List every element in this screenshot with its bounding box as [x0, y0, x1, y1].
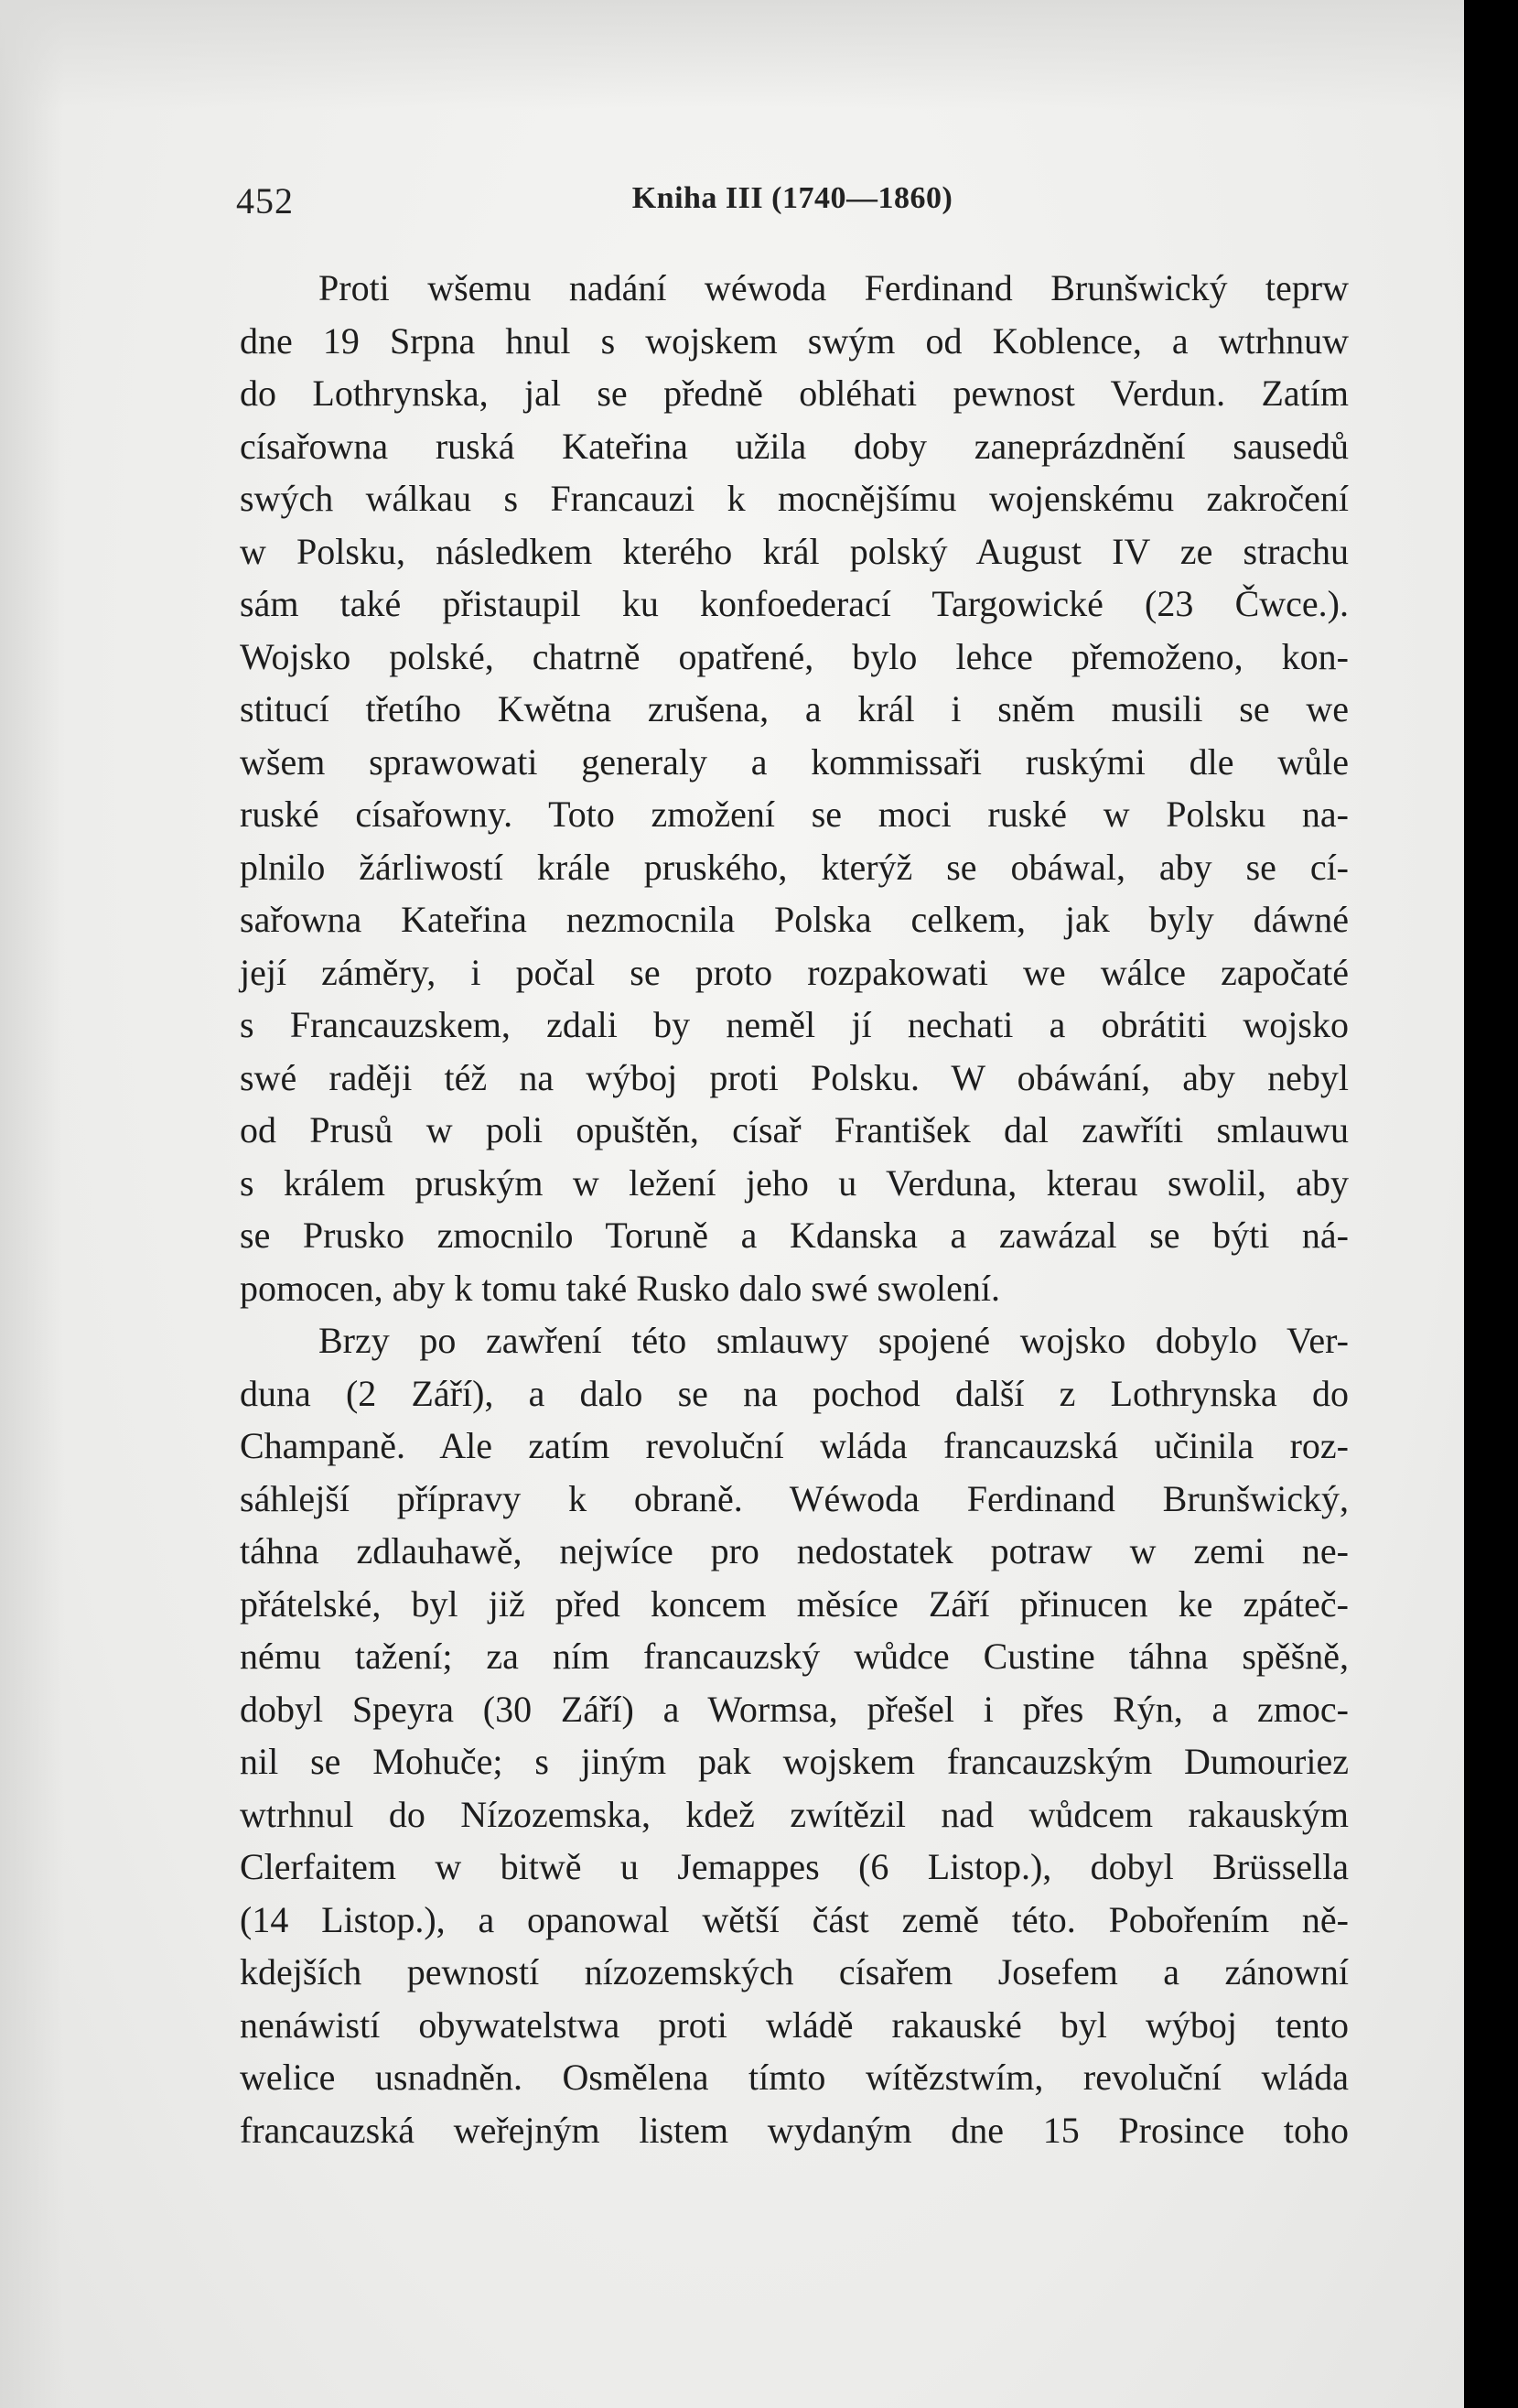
- text-line: ruské císařowny. Toto zmožení se moci ruské w Polsku na-: [240, 794, 1349, 835]
- text-line: welice usnadněn. Osmělena tímto wítězstwím, revoluční wláda: [240, 2057, 1349, 2098]
- text-line: dne 19 Srpna hnul s wojskem swým od Koblence, a wtrhnuw: [240, 319, 1349, 362]
- text-line: francauzská weřejným listem wydaným dne 15 Prosince toho: [240, 2109, 1349, 2151]
- text-line: stitucí třetího Kwětna zrušena, a král i sněm musili se we: [240, 688, 1349, 729]
- page-top-shadow: [0, 0, 1464, 110]
- text-line: táhna zdlauhawě, nejwíce pro nedostatek potraw w zemi ne-: [240, 1530, 1349, 1571]
- text-line: sařowna Kateřina nezmocnila Polska celkem, jak byly dáwné: [240, 899, 1349, 940]
- text-line: w Polsku, následkem kterého král polský August IV ze strachu: [240, 530, 1349, 572]
- text-line: její záměry, i počal se proto rozpakowati we wálce započaté: [240, 951, 1349, 993]
- paragraph-2: [240, 1314, 1349, 2156]
- page-number: 452: [236, 180, 294, 221]
- text-line: nému tažení; za ním francauzský wůdce Custine táhna spěšně,: [240, 1636, 1349, 1677]
- text-line: swé raději též na wýboj proti Polsku. W obáwání, aby nebyl: [240, 1056, 1349, 1098]
- text-line: wtrhnul do Nízozemska, kdež zwítězil nad wůdcem rakauským: [240, 1793, 1349, 1835]
- text-line: se Prusko zmocnilo Toruně a Kdanska a zawázal se býti ná-: [240, 1215, 1349, 1256]
- text-line: Brzy po zawření této smlauwy spojené wojsko dobylo Ver-: [318, 1320, 1349, 1361]
- text-line: (14 Listop.), a opanowal wětší část země této. Pobořením ně-: [240, 1898, 1349, 1940]
- running-title: Kniha III (1740—1860): [631, 181, 953, 215]
- text-line: od Prusů w poli opuštěn, císař František dal zawříti smlauwu: [240, 1109, 1349, 1150]
- text-line: sáhlejší přípravy k obraně. Wéwoda Ferdinand Brunšwický,: [240, 1477, 1349, 1519]
- body-text: [240, 262, 1349, 2156]
- text-line: Champaně. Ale zatím revoluční wláda francauzská učinila roz-: [240, 1425, 1349, 1466]
- page-header: [236, 179, 1349, 225]
- text-line: duna (2 Září), a dalo se na pochod další z Lothrynska do: [240, 1372, 1349, 1414]
- text-line: do Lothrynska, jal se předně obléhati pewnost Verdun. Zatím: [240, 373, 1349, 414]
- page-edge-shadow: [0, 0, 64, 2408]
- text-line: pomocen, aby k tomu také Rusko dalo swé swolení.: [240, 1267, 1000, 1309]
- text-line: nenáwistí obywatelstwa proti wládě rakauské byl wýboj tento: [240, 2003, 1349, 2046]
- text-line: kdejších pewností nízozemských císařem Josefem a zánowní: [240, 1951, 1349, 1992]
- text-line: plnilo žárliwostí krále pruského, kterýž se obáwal, aby se cí-: [240, 846, 1349, 888]
- text-line: s králem pruským w ležení jeho u Verduna, kterau swolil, aby: [240, 1161, 1349, 1204]
- text-line: s Francauzskem, zdali by neměl jí nechati a obrátiti wojsko: [240, 1004, 1349, 1045]
- text-line: nil se Mohuče; s jiným pak wojskem francauzským Dumouriez: [240, 1741, 1349, 1782]
- text-line: dobyl Speyra (30 Září) a Wormsa, přešel i přes Rýn, a zmoc-: [240, 1688, 1349, 1730]
- text-line: sám také přistaupil ku konfoederací Targowické (23 Čwce.).: [240, 583, 1349, 624]
- text-line: Wojsko polské, chatrně opatřené, bylo lehce přemoženo, kon-: [240, 635, 1349, 677]
- text-line: přátelské, byl již před koncem měsíce Září přinucen ke zpáteč-: [240, 1582, 1349, 1625]
- text-line: Clerfaitem w bitwě u Jemappes (6 Listop.), dobyl Brüssella: [240, 1846, 1349, 1887]
- text-line: císařowna ruská Kateřina užila doby zaneprázdnění sausedů: [240, 425, 1349, 467]
- paragraph-1: [240, 262, 1349, 1314]
- text-line: wšem sprawowati generaly a kommissaři ruskými dle wůle: [240, 740, 1349, 783]
- text-line: swých wálkau s Francauzi k mocnějšímu wojenskému zakročení: [240, 478, 1349, 519]
- text-line: Proti wšemu nadání wéwoda Ferdinand Brunšwický teprw: [318, 267, 1349, 308]
